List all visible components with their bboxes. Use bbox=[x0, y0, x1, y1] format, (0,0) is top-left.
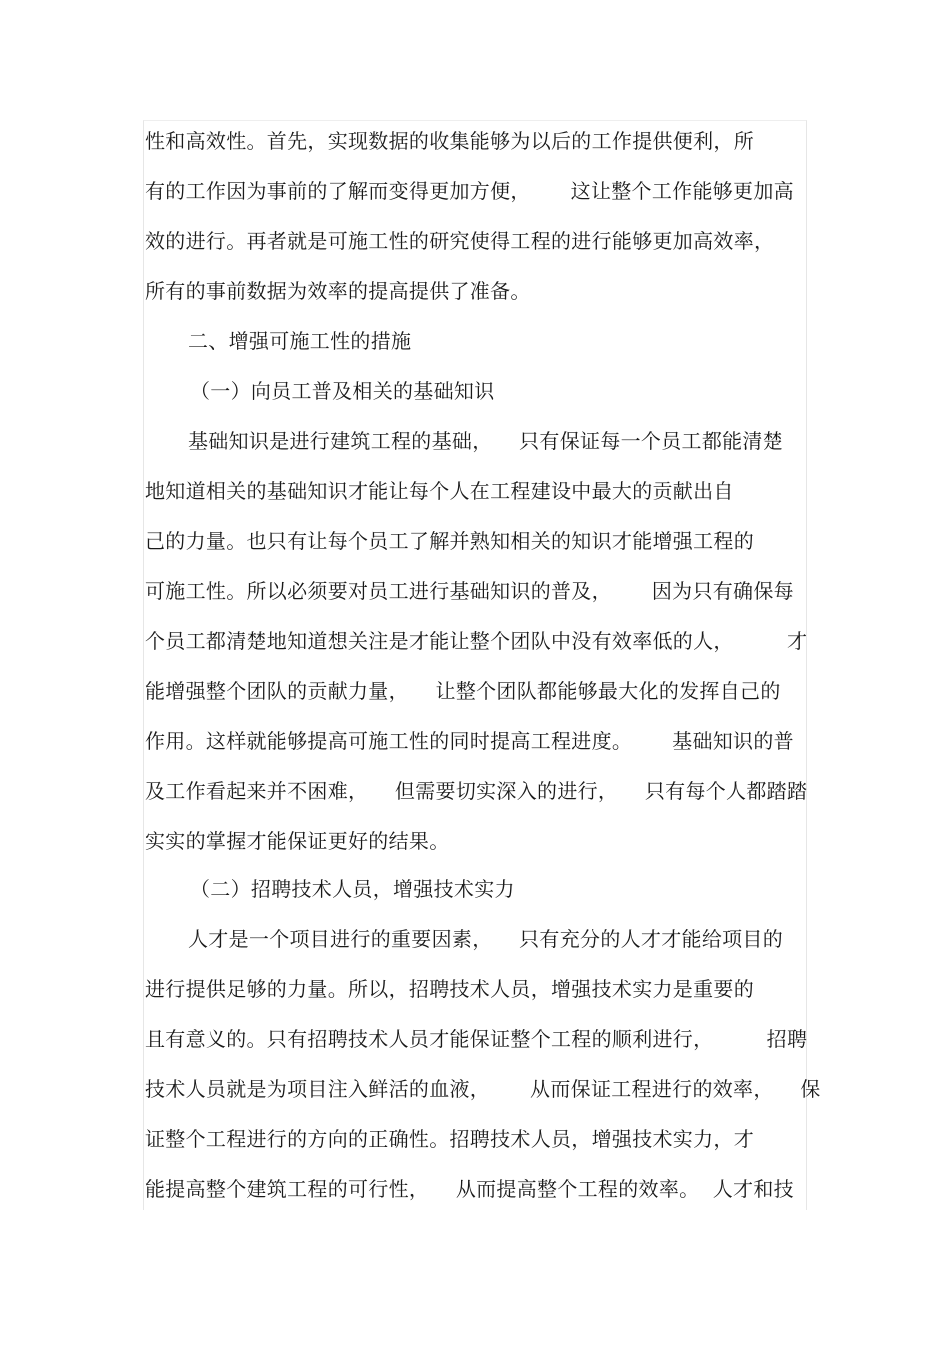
body-text-line: 能提高整个建筑工程的可行性， 从而提高整个工程的效率。 人才和技 bbox=[145, 1177, 794, 1201]
subsection-heading: （一）向员工普及相关的基础知识 bbox=[190, 379, 495, 403]
body-text-line: 所有的事前数据为效率的提高提供了准备。 bbox=[145, 279, 531, 303]
body-text-line: 可施工性。所以必须要对员工进行基础知识的普及， 因为只有确保每 bbox=[145, 579, 794, 603]
body-text-line: 进行提供足够的力量。所以，招聘技术人员，增强技术实力是重要的 bbox=[145, 977, 754, 1001]
body-text-line: 个员工都清楚地知道想关注是才能让整个团队中没有效率低的人， 才 bbox=[145, 629, 808, 653]
body-text-line: 人才是一个项目进行的重要因素， 只有充分的人才才能给项目的 bbox=[188, 927, 784, 951]
body-text-line: 效的进行。再者就是可施工性的研究使得工程的进行能够更加高效率， bbox=[145, 229, 775, 253]
body-text-line: 基础知识是进行建筑工程的基础， 只有保证每一个员工都能清楚 bbox=[188, 429, 784, 453]
subsection-heading: （二）招聘技术人员，增强技术实力 bbox=[190, 877, 515, 901]
body-text-line: 及工作看起来并不困难， 但需要切实深入的进行， 只有每个人都踏踏 bbox=[145, 779, 808, 803]
body-text-line: 地知道相关的基础知识才能让每个人在工程建设中最大的贡献出自 bbox=[145, 479, 734, 503]
body-text-line: 技术人员就是为项目注入鲜活的血液， 从而保证工程进行的效率， 保 bbox=[145, 1077, 821, 1101]
body-text-line: 性和高效性。首先，实现数据的收集能够为以后的工作提供便利，所 bbox=[145, 129, 754, 153]
section-heading: 二、增强可施工性的措施 bbox=[188, 329, 412, 353]
body-text-line: 有的工作因为事前的了解而变得更加方便， 这让整个工作能够更加高 bbox=[145, 179, 794, 203]
body-text-line: 证整个工程进行的方向的正确性。招聘技术人员，增强技术实力，才 bbox=[145, 1127, 754, 1151]
body-text-line: 作用。这样就能够提高可施工性的同时提高工程进度。 基础知识的普 bbox=[145, 729, 794, 753]
body-text-line: 实实的掌握才能保证更好的结果。 bbox=[145, 829, 450, 853]
body-text-line: 能增强整个团队的贡献力量， 让整个团队都能够最大化的发挥自己的 bbox=[145, 679, 781, 703]
body-text-line: 己的力量。也只有让每个员工了解并熟知相关的知识才能增强工程的 bbox=[145, 529, 754, 553]
body-text-line: 且有意义的。只有招聘技术人员才能保证整个工程的顺利进行， 招聘 bbox=[145, 1027, 808, 1051]
